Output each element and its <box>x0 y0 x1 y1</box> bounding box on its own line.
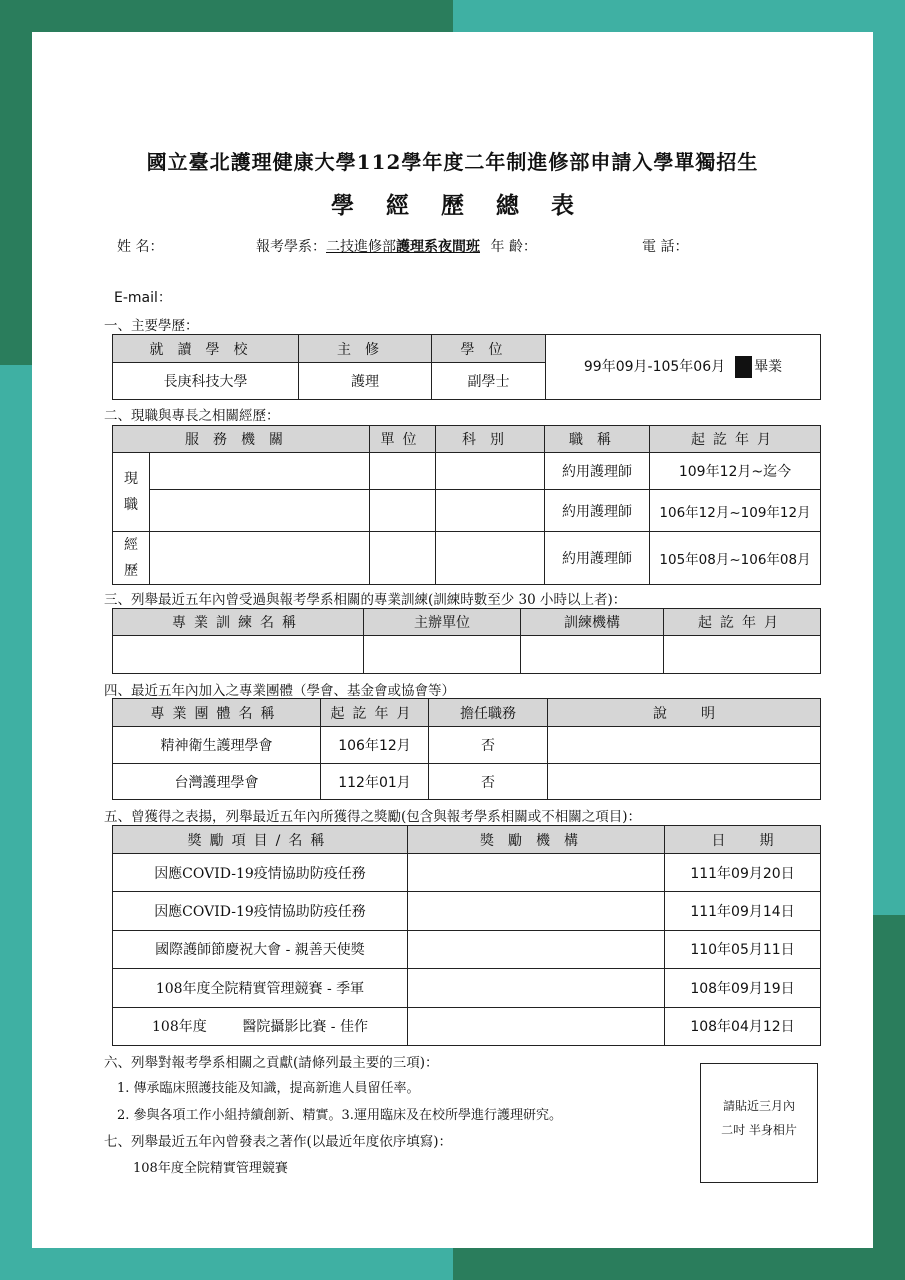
col-header: 學位 <box>432 335 546 363</box>
col-header: 就讀學校 <box>113 335 299 363</box>
association-name-cell: 精神衛生護理學會 <box>113 727 321 764</box>
col-header: 起訖年月 <box>650 426 821 453</box>
job-period-cell: 109年12月~迄今 <box>650 453 821 490</box>
section-5-title: 五、曾獲得之表揚，列舉最近五年內所獲得之獎勵(包含與報考學系相關或不相關之項目)： <box>104 809 642 825</box>
award-date-cell: 108年09月19日 <box>665 969 821 1007</box>
past-job-label: 經 歷 <box>113 532 150 585</box>
col-header: 專業團體名稱 <box>113 699 321 727</box>
col-header: 主辦單位 <box>364 609 521 636</box>
publication-item: 108年度全院精實管理競賽 <box>133 1161 288 1176</box>
photo-instruction: 二吋 半身相片 <box>721 1123 797 1137</box>
section-6-title: 六、列舉對報考學系相關之貢獻(請條列最主要的三項)： <box>104 1055 439 1071</box>
dept-main: 護理系夜間班 <box>396 239 480 255</box>
award-name-cell: 108年度 醫院攝影比賽 - 佳作 <box>113 1007 408 1045</box>
award-date-cell: 111年09月14日 <box>665 892 821 930</box>
redaction-box <box>735 356 752 378</box>
association-name-cell: 台灣護理學會 <box>113 764 321 800</box>
association-period-cell: 112年01月 <box>321 764 429 800</box>
education-table <box>112 334 821 400</box>
award-name-cell: 因應COVID-19疫情協助防疫任務 <box>113 854 408 892</box>
status-value: 畢業 <box>754 359 783 375</box>
major-cell: 護理 <box>299 363 432 400</box>
col-header: 主修 <box>299 335 432 363</box>
name-label: 姓 名： <box>117 239 164 255</box>
col-header: 獎勵項目/名稱 <box>113 826 408 854</box>
section-4-title: 四、最近五年內加入之專業團體（學會、基金會或協會等） <box>104 683 455 699</box>
col-header: 專業訓練名稱 <box>113 609 364 636</box>
award-name-cell: 國際護師節慶祝大會 - 親善天使獎 <box>113 930 408 968</box>
col-header: 日期 <box>665 826 821 854</box>
dept-prefix: 二技進修部 <box>326 239 396 255</box>
phone-label: 電 話： <box>642 239 689 255</box>
period-cell <box>546 335 821 400</box>
col-header: 科別 <box>436 426 545 453</box>
contribution-item: 2. 參與各項工作小組持續創新、精實。3.運用臨床及在校所學進行護理研究。 <box>117 1108 562 1123</box>
col-header: 服務機關 <box>113 426 370 453</box>
col-header: 擔任職務 <box>429 699 548 727</box>
col-header: 獎勵機構 <box>408 826 665 854</box>
association-role-cell: 否 <box>429 727 548 764</box>
photo-placeholder <box>700 1063 818 1183</box>
award-date-cell: 108年04月12日 <box>665 1007 821 1045</box>
form-title: 國立臺北護理健康大學112學年度二年制進修部申請入學單獨招生 <box>146 150 759 174</box>
awards-table <box>112 825 821 1046</box>
form-subtitle: 學經歷總表 <box>331 192 606 219</box>
award-name-cell: 108年度全院精實管理競賽 - 季軍 <box>113 969 408 1007</box>
dept-value <box>326 239 480 255</box>
col-header: 單位 <box>370 426 436 453</box>
photo-instruction: 請貼近三月內 <box>722 1099 795 1113</box>
job-period-cell: 105年08月~106年08月 <box>650 532 821 585</box>
award-date-cell: 110年05月11日 <box>665 930 821 968</box>
job-title-cell: 約用護理師 <box>545 532 650 585</box>
age-label: 年 齡： <box>490 239 537 255</box>
contribution-item: 1. 傳承臨床照護技能及知識，提高新進人員留任率。 <box>117 1081 420 1096</box>
section-1-title: 一、主要學歷： <box>104 318 199 334</box>
experience-table <box>112 425 821 585</box>
job-period-cell: 106年12月~109年12月 <box>650 490 821 532</box>
col-header: 起訖年月 <box>321 699 429 727</box>
email-label: E-mail： <box>114 290 172 306</box>
associations-table <box>112 698 821 800</box>
col-header: 訓練機構 <box>521 609 664 636</box>
col-header: 起訖年月 <box>664 609 821 636</box>
training-table <box>112 608 821 674</box>
section-2-title: 二、現職與專長之相關經歷： <box>104 408 280 424</box>
job-title-cell: 約用護理師 <box>545 453 650 490</box>
col-header: 說明 <box>548 699 821 727</box>
dept-field <box>256 236 537 256</box>
degree-cell: 副學士 <box>432 363 546 400</box>
award-date-cell: 111年09月20日 <box>665 854 821 892</box>
dept-label: 報考學系： <box>256 239 326 255</box>
section-3-title: 三、列舉最近五年內曾受過與報考學系相關的專業訓練(訓練時數至少 30 小時以上者)： <box>104 592 627 608</box>
school-cell: 長庚科技大學 <box>113 363 299 400</box>
award-name-cell: 因應COVID-19疫情協助防疫任務 <box>113 892 408 930</box>
job-title-cell: 約用護理師 <box>545 490 650 532</box>
association-period-cell: 106年12月 <box>321 727 429 764</box>
col-header: 職稱 <box>545 426 650 453</box>
current-job-label: 現 職 <box>113 453 150 532</box>
section-7-title: 七、列舉最近五年內曾發表之著作(以最近年度依序填寫)： <box>104 1134 453 1150</box>
period-value: 99年09月-105年06月 <box>583 359 726 375</box>
association-role-cell: 否 <box>429 764 548 800</box>
